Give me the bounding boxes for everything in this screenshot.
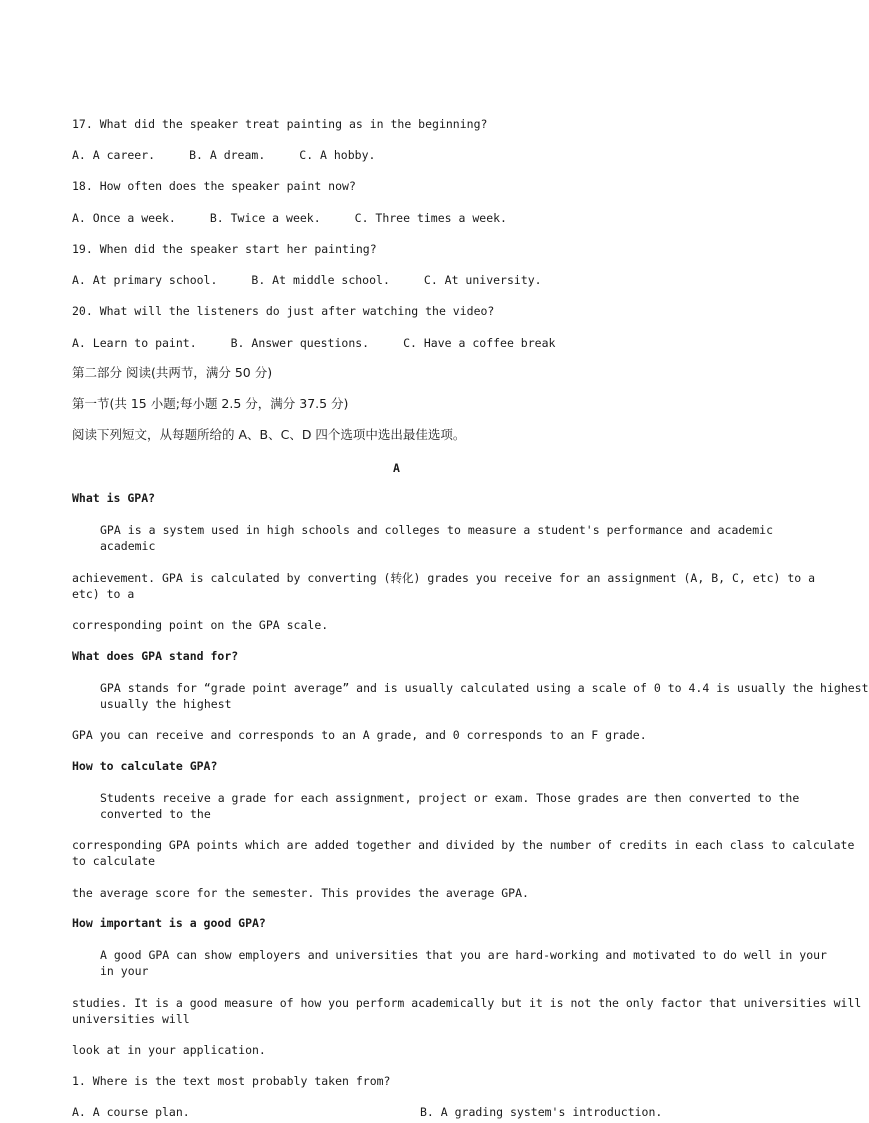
heading-calculate-gpa: How to calculate GPA? xyxy=(72,759,218,773)
paragraph-line-tail: usually the highest xyxy=(100,697,232,711)
question-20: 20. What will the listeners do just after watching the video? xyxy=(72,304,495,318)
option: C. At university. xyxy=(423,273,542,287)
heading-what-is-gpa: What is GPA? xyxy=(72,491,156,505)
paragraph-line: corresponding point on the GPA scale. xyxy=(72,618,329,632)
question-19-options xyxy=(72,272,781,288)
heading-good-gpa: How important is a good GPA? xyxy=(72,916,266,930)
option: A. Learn to paint. xyxy=(72,336,197,350)
paragraph-line: GPA you can receive and corresponds to an A grade, and 0 corresponds to an F grade. xyxy=(72,728,647,742)
option: B. At middle school. xyxy=(251,273,390,287)
paragraph-line: GPA is a system used in high schools and colleges to measure a student's performance and academic xyxy=(100,523,773,537)
option: C. Three times a week. xyxy=(354,211,507,225)
paragraph-line-tail: universities will xyxy=(72,1012,190,1026)
question-20-options xyxy=(72,335,781,351)
paragraph-line: Students receive a grade for each assignment, project or exam. Those grades are then converted to the xyxy=(100,791,800,805)
paragraph-line: studies. It is a good measure of how you perform academically but it is not the only factor that universities will xyxy=(72,996,862,1010)
option: B. Twice a week. xyxy=(209,211,321,225)
paragraph-line: GPA stands for “grade point average” and is usually calculated using a scale of 0 to 4.4 is usually the highest xyxy=(100,681,869,695)
heading-gpa-stand-for: What does GPA stand for? xyxy=(72,649,239,663)
option: A. A course plan. xyxy=(72,1105,190,1119)
question-17: 17. What did the speaker treat painting as in the beginning? xyxy=(72,117,488,131)
paragraph-line-tail: etc) to a xyxy=(72,587,135,601)
question-17-options xyxy=(72,147,781,163)
part-title: 第二部分 阅读(共两节，满分 50 分) xyxy=(72,365,273,380)
paragraph-line: achievement. GPA is calculated by converting (转化) grades you receive for an assignment (A, B, C, etc) to a xyxy=(72,571,816,585)
option: A. Once a week. xyxy=(72,211,176,225)
reading-question-1: 1. Where is the text most probably taken from? xyxy=(72,1074,391,1088)
paragraph-line: look at in your application. xyxy=(72,1043,266,1057)
question-18-options xyxy=(72,210,781,226)
question-18: 18. How often does the speaker paint now? xyxy=(72,179,356,193)
option: B. Answer questions. xyxy=(230,336,370,350)
option: B. A grading system's introduction. xyxy=(420,1105,663,1119)
paragraph-line: the average score for the semester. This provides the average GPA. xyxy=(72,886,529,900)
option: C. Have a coffee break xyxy=(403,336,556,350)
paragraph-line-tail: in your xyxy=(100,964,149,978)
paragraph-line: A good GPA can show employers and universities that you are hard-working and motivated to do well in your xyxy=(100,948,827,962)
instructions: 阅读下列短文，从每题所给的 A、B、C、D 四个选项中选出最佳选项。 xyxy=(72,427,466,442)
question-19: 19. When did the speaker start her painting? xyxy=(72,242,377,256)
paragraph-line-tail: to calculate xyxy=(72,854,156,868)
option: A. At primary school. xyxy=(72,273,218,287)
passage-label: A xyxy=(393,461,400,475)
option: A. A career. xyxy=(72,148,156,162)
option: B. A dream. xyxy=(189,148,266,162)
option: C. A hobby. xyxy=(299,148,376,162)
paragraph-line-tail: converted to the xyxy=(100,807,211,821)
paragraph-line-tail: academic xyxy=(100,539,156,553)
subsection-title: 第一节(共 15 小题;每小题 2.5 分，满分 37.5 分) xyxy=(72,396,349,411)
paragraph-line: corresponding GPA points which are added together and divided by the number of credits in each class to calculate xyxy=(72,838,855,852)
